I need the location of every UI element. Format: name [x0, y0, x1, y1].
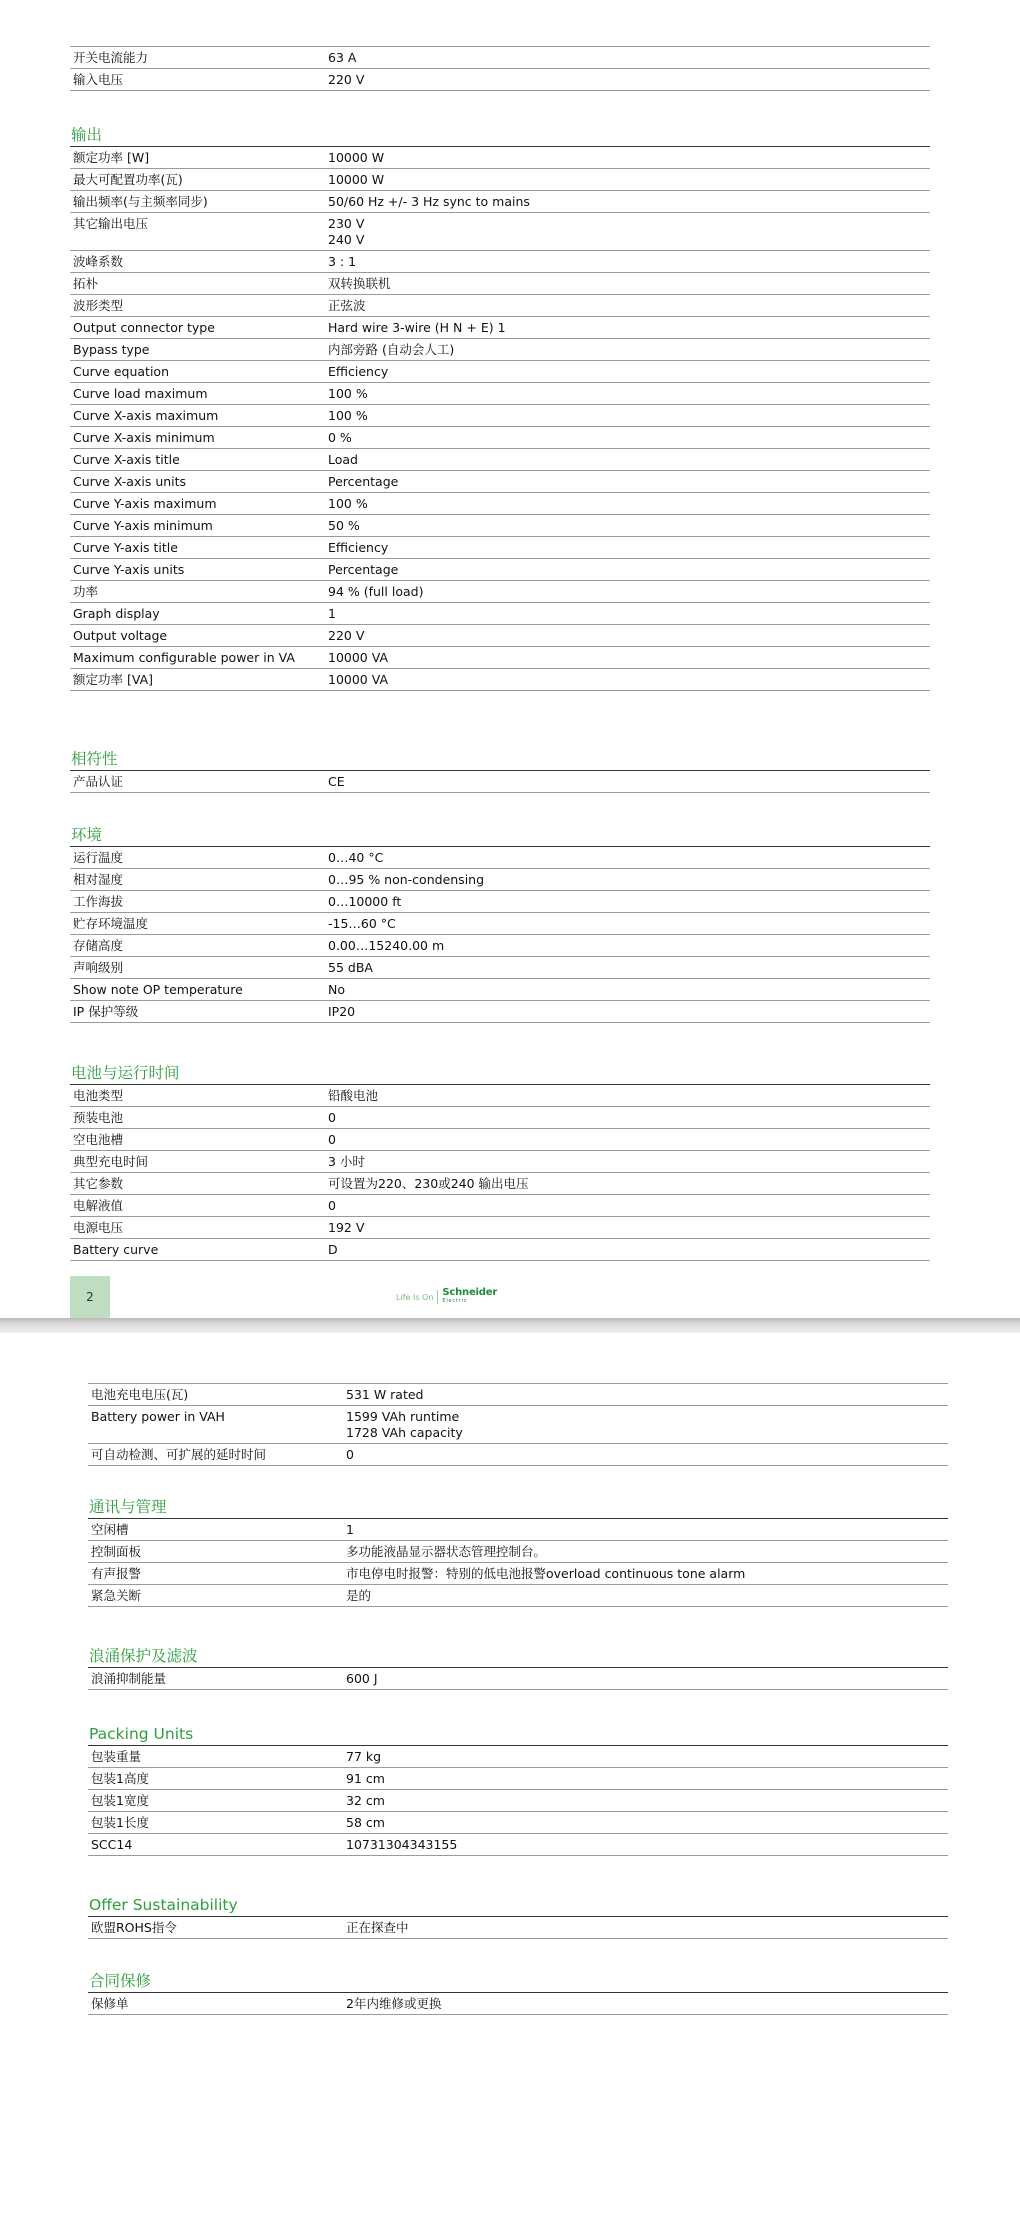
spec-value — [346, 1749, 948, 1765]
spec-value-line: 58 cm — [346, 1815, 385, 1830]
spec-value — [328, 1132, 930, 1148]
spec-value — [328, 672, 930, 688]
spec-label: 开关电流能力 — [73, 50, 149, 65]
spec-table — [70, 147, 930, 691]
spec-value — [328, 628, 930, 644]
spec-row — [88, 1812, 948, 1834]
spec-label: 电池充电电压(瓦) — [91, 1387, 189, 1402]
spec-row — [88, 1993, 948, 2015]
spec-value — [328, 386, 930, 402]
spec-value — [328, 172, 930, 188]
spec-value — [328, 150, 930, 166]
spec-value — [328, 584, 930, 600]
spec-label: 贮存环境温度 — [73, 916, 149, 931]
spec-value — [328, 1220, 930, 1236]
spec-value — [328, 408, 930, 424]
spec-value-line: 10000 VA — [328, 650, 389, 665]
spec-value-line: 100 % — [328, 408, 368, 423]
spec-value — [328, 1242, 930, 1258]
spec-value-line: IP20 — [328, 1004, 356, 1019]
spec-row — [70, 147, 930, 169]
page-number: 2 — [70, 1276, 110, 1318]
spec-value — [346, 1793, 948, 1809]
spec-value — [328, 452, 930, 468]
spec-value — [328, 276, 930, 292]
spec-row — [70, 1107, 930, 1129]
spec-row — [70, 471, 930, 493]
section-warranty — [88, 1970, 948, 2015]
brand-name: Schneider — [442, 1287, 498, 1298]
spec-label: Curve load maximum — [73, 386, 208, 401]
document-page-2 — [0, 1333, 1020, 2229]
spec-value-line: 铅酸电池 — [328, 1088, 379, 1103]
spec-value — [328, 1004, 930, 1020]
spec-value-line: 2年内维修或更换 — [346, 1996, 442, 2011]
spec-label: 相对湿度 — [73, 872, 124, 887]
spec-value — [328, 518, 930, 534]
spec-value — [346, 1671, 948, 1687]
section-title: 电池与运行时间 — [70, 1062, 930, 1085]
spec-value-line: 220 V — [328, 72, 365, 87]
spec-value-line: 531 W rated — [346, 1387, 424, 1402]
spec-row — [88, 1563, 948, 1585]
spec-value — [328, 194, 930, 210]
spec-value-line: 市电停电时报警：特别的低电池报警overload continuous tone alarm — [346, 1566, 746, 1581]
spec-row — [88, 1384, 948, 1406]
spec-value-line: D — [328, 1242, 338, 1257]
spec-value-line: 32 cm — [346, 1793, 385, 1808]
spec-value-line: 10000 VA — [328, 672, 389, 687]
spec-label: Graph display — [73, 606, 160, 621]
spec-row — [88, 1519, 948, 1541]
spec-label: Curve Y-axis minimum — [73, 518, 213, 533]
spec-row — [70, 1151, 930, 1173]
spec-value — [328, 894, 930, 910]
spec-value — [328, 1176, 930, 1192]
spec-label: Show note OP temperature — [73, 982, 243, 997]
spec-value — [328, 496, 930, 512]
spec-label: 其它参数 — [73, 1176, 124, 1191]
spec-row — [70, 1085, 930, 1107]
spec-row — [70, 847, 930, 869]
spec-table — [88, 1519, 948, 1607]
section-packing-units — [88, 1723, 948, 1856]
spec-value — [328, 1154, 930, 1170]
spec-value-line: 55 dBA — [328, 960, 373, 975]
spec-label: Bypass type — [73, 342, 150, 357]
spec-row — [88, 1541, 948, 1563]
section-title: 通讯与管理 — [88, 1496, 948, 1519]
spec-value-line: 240 V — [328, 232, 365, 247]
spec-label: 其它输出电压 — [73, 216, 149, 231]
spec-value-line: 0 % — [328, 430, 352, 445]
spec-value-line: 可设置为220、230或240 输出电压 — [328, 1176, 529, 1191]
spec-row — [70, 169, 930, 191]
spec-row — [70, 449, 930, 471]
spec-value-line: Efficiency — [328, 364, 389, 379]
spec-label: 可自动检测、可扩展的延时时间 — [91, 1447, 267, 1462]
spec-value-line: 3 小时 — [328, 1154, 365, 1169]
spec-label: IP 保护等级 — [73, 1004, 139, 1019]
spec-value-line: 1 — [328, 606, 336, 621]
section-title: 输出 — [70, 124, 930, 147]
spec-label: 工作海拔 — [73, 894, 124, 909]
spec-label: 额定功率 [W] — [73, 150, 150, 165]
spec-value-line: 10731304343155 — [346, 1837, 458, 1852]
spec-value — [328, 430, 930, 446]
page-footer — [70, 1276, 930, 1316]
spec-value — [346, 1815, 948, 1831]
section-title: 相符性 — [70, 748, 930, 771]
section-title: 浪涌保护及滤波 — [88, 1645, 948, 1668]
spec-row — [70, 537, 930, 559]
spec-label: Curve equation — [73, 364, 170, 379]
spec-row — [70, 515, 930, 537]
spec-value-line: 220 V — [328, 628, 365, 643]
spec-value-line: 正弦波 — [328, 298, 366, 313]
spec-row — [88, 1834, 948, 1856]
spec-label: Maximum configurable power in VA — [73, 650, 295, 665]
spec-value — [328, 606, 930, 622]
spec-table — [88, 1917, 948, 1939]
spec-table — [88, 1383, 948, 1466]
spec-table — [70, 1085, 930, 1261]
spec-label: 额定功率 [VA] — [73, 672, 154, 687]
spec-row — [88, 1406, 948, 1444]
brand-subname: Electric — [442, 1298, 468, 1304]
spec-value-line: 双转换联机 — [328, 276, 391, 291]
spec-row — [70, 69, 930, 91]
spec-value-line: Percentage — [328, 562, 399, 577]
brand-divider — [437, 1290, 438, 1304]
spec-label: 存储高度 — [73, 938, 124, 953]
spec-table — [70, 847, 930, 1023]
spec-label: SCC14 — [91, 1837, 133, 1852]
spec-row — [70, 869, 930, 891]
spec-row — [70, 647, 930, 669]
spec-value-line: 正在探查中 — [346, 1920, 409, 1935]
spec-label: 功率 — [73, 584, 99, 599]
spec-label: 典型充电时间 — [73, 1154, 149, 1169]
spec-value — [346, 1447, 948, 1463]
spec-label: 电解液值 — [73, 1198, 124, 1213]
spec-row — [70, 405, 930, 427]
spec-value-line: 0 — [328, 1198, 336, 1213]
spec-label: 控制面板 — [91, 1544, 142, 1559]
spec-value-line: 3 : 1 — [328, 254, 357, 269]
spec-value-line: 1 — [346, 1522, 354, 1537]
spec-value-line: Hard wire 3-wire (H N + E) 1 — [328, 320, 506, 335]
spec-row — [70, 427, 930, 449]
spec-value-line: 230 V — [328, 216, 365, 231]
spec-table — [70, 46, 930, 91]
spec-value — [346, 1409, 948, 1441]
spec-label: 电源电压 — [73, 1220, 124, 1235]
spec-row — [70, 1129, 930, 1151]
spec-table-battery-cont — [88, 1383, 948, 1466]
spec-label: Curve Y-axis title — [73, 540, 178, 555]
spec-value — [346, 1996, 948, 2012]
section-title: 合同保修 — [88, 1970, 948, 1993]
spec-row — [70, 603, 930, 625]
spec-value-line: 0.00…15240.00 m — [328, 938, 445, 953]
spec-row — [70, 317, 930, 339]
spec-label: Battery power in VAH — [91, 1409, 225, 1424]
brand-tagline: Life Is On — [396, 1292, 434, 1302]
spec-value-line: 0…40 °C — [328, 850, 384, 865]
spec-value-line: 内部旁路 (自动会人工) — [328, 342, 455, 357]
spec-row — [70, 957, 930, 979]
spec-value-line: 63 A — [328, 50, 357, 65]
spec-label: 包装1宽度 — [91, 1793, 149, 1808]
spec-row — [70, 1001, 930, 1023]
spec-value — [346, 1588, 948, 1604]
spec-row — [70, 251, 930, 273]
spec-value — [328, 1110, 930, 1126]
spec-value — [328, 50, 930, 66]
spec-table-input — [70, 46, 930, 91]
spec-label: Output voltage — [73, 628, 168, 643]
spec-value-line: 10000 W — [328, 150, 385, 165]
spec-row — [70, 669, 930, 691]
spec-value-line: CE — [328, 774, 345, 789]
spec-row — [70, 191, 930, 213]
spec-label: 运行温度 — [73, 850, 124, 865]
spec-value-line: 91 cm — [346, 1771, 385, 1786]
spec-table — [70, 771, 930, 793]
spec-row — [70, 1239, 930, 1261]
spec-label: 预装电池 — [73, 1110, 124, 1125]
spec-table — [88, 1668, 948, 1690]
spec-label: 产品认证 — [73, 774, 124, 789]
spec-row — [70, 625, 930, 647]
brand-logo — [396, 1288, 497, 1306]
section-environment — [70, 824, 930, 1023]
spec-value-line: 50/60 Hz +/- 3 Hz sync to mains — [328, 194, 530, 209]
spec-value — [328, 850, 930, 866]
spec-row — [88, 1746, 948, 1768]
spec-label: 空电池槽 — [73, 1132, 124, 1147]
spec-label: 欧盟ROHS指令 — [91, 1920, 177, 1935]
spec-value-line: 77 kg — [346, 1749, 382, 1764]
page-separator — [0, 1318, 1020, 1333]
spec-value — [328, 474, 930, 490]
spec-value-line: 94 % (full load) — [328, 584, 424, 599]
spec-row — [70, 339, 930, 361]
spec-row — [88, 1790, 948, 1812]
spec-label: 保修单 — [91, 1996, 129, 2011]
spec-value-line: 1599 VAh runtime — [346, 1409, 460, 1424]
spec-value-line: 600 J — [346, 1671, 378, 1686]
spec-row — [70, 935, 930, 957]
spec-value — [346, 1920, 948, 1936]
spec-value — [328, 650, 930, 666]
spec-value — [328, 960, 930, 976]
section-offer-sustainability — [88, 1894, 948, 1939]
spec-label: Output connector type — [73, 320, 215, 335]
spec-label: Curve X-axis minimum — [73, 430, 215, 445]
spec-label: Curve X-axis title — [73, 452, 180, 467]
section-conformity — [70, 748, 930, 793]
spec-value — [328, 254, 930, 270]
spec-value — [346, 1522, 948, 1538]
spec-value — [346, 1771, 948, 1787]
spec-row — [70, 273, 930, 295]
spec-row — [70, 891, 930, 913]
spec-value — [346, 1387, 948, 1403]
spec-value — [328, 72, 930, 88]
spec-table — [88, 1746, 948, 1856]
spec-label: 波形类型 — [73, 298, 124, 313]
spec-value-line: 100 % — [328, 496, 368, 511]
spec-value-line: -15…60 °C — [328, 916, 396, 931]
spec-value-line: 0 — [328, 1132, 336, 1147]
spec-value-line: Load — [328, 452, 358, 467]
section-title: Offer Sustainability — [88, 1894, 948, 1917]
spec-value — [346, 1566, 948, 1582]
spec-row — [70, 361, 930, 383]
spec-value — [328, 916, 930, 932]
spec-row — [70, 1195, 930, 1217]
section-output — [70, 124, 930, 691]
spec-label: 空闲槽 — [91, 1522, 129, 1537]
spec-row — [70, 295, 930, 317]
spec-value — [328, 774, 930, 790]
spec-value — [328, 342, 930, 358]
spec-row — [70, 213, 930, 251]
spec-row — [70, 1173, 930, 1195]
spec-label: 包装1高度 — [91, 1771, 149, 1786]
spec-row — [70, 383, 930, 405]
spec-value — [328, 872, 930, 888]
spec-row — [70, 1217, 930, 1239]
spec-table — [88, 1993, 948, 2015]
spec-value-line: 0…95 % non-condensing — [328, 872, 485, 887]
section-communication — [88, 1496, 948, 1607]
spec-label: Curve X-axis maximum — [73, 408, 219, 423]
spec-value-line: 0…10000 ft — [328, 894, 402, 909]
spec-value-line: 是的 — [346, 1588, 372, 1603]
spec-value — [328, 938, 930, 954]
spec-label: 输出频率(与主频率同步) — [73, 194, 208, 209]
spec-value-line: 0 — [346, 1447, 354, 1462]
spec-value — [328, 216, 930, 248]
spec-value — [328, 298, 930, 314]
spec-label: 声响级别 — [73, 960, 124, 975]
spec-label: 包装1长度 — [91, 1815, 149, 1830]
spec-row — [70, 979, 930, 1001]
spec-value-line: 100 % — [328, 386, 368, 401]
spec-label: Curve X-axis units — [73, 474, 187, 489]
spec-value — [328, 364, 930, 380]
spec-value — [328, 540, 930, 556]
spec-value — [328, 1088, 930, 1104]
section-title: Packing Units — [88, 1723, 948, 1746]
spec-value-line: No — [328, 982, 345, 997]
spec-label: 有声报警 — [91, 1566, 142, 1581]
spec-label: 紧急关断 — [91, 1588, 142, 1603]
spec-label: 波峰系数 — [73, 254, 124, 269]
section-title: 环境 — [70, 824, 930, 847]
spec-label: 拓朴 — [73, 276, 99, 291]
spec-label: 最大可配置功率(瓦) — [73, 172, 183, 187]
spec-row — [88, 1768, 948, 1790]
spec-value — [346, 1837, 948, 1853]
spec-value-line: 192 V — [328, 1220, 365, 1235]
spec-label: Battery curve — [73, 1242, 159, 1257]
spec-row — [70, 559, 930, 581]
spec-row — [70, 913, 930, 935]
spec-label: 电池类型 — [73, 1088, 124, 1103]
spec-row — [88, 1585, 948, 1607]
spec-row — [70, 581, 930, 603]
spec-value — [346, 1544, 948, 1560]
spec-row — [88, 1917, 948, 1939]
spec-label: Curve Y-axis units — [73, 562, 185, 577]
spec-value — [328, 982, 930, 998]
spec-row — [70, 493, 930, 515]
spec-row — [88, 1668, 948, 1690]
spec-row — [70, 771, 930, 793]
spec-row — [88, 1444, 948, 1466]
section-surge-protection — [88, 1645, 948, 1690]
spec-label: Curve Y-axis maximum — [73, 496, 217, 511]
section-battery-runtime — [70, 1062, 930, 1261]
spec-value-line: Percentage — [328, 474, 399, 489]
spec-row — [70, 47, 930, 69]
spec-value — [328, 1198, 930, 1214]
spec-value-line: 0 — [328, 1110, 336, 1125]
spec-label: 包装重量 — [91, 1749, 142, 1764]
spec-value-line: 50 % — [328, 518, 360, 533]
spec-value-line: 1728 VAh capacity — [346, 1425, 463, 1440]
spec-value — [328, 320, 930, 336]
spec-label: 输入电压 — [73, 72, 124, 87]
spec-value-line: 10000 W — [328, 172, 385, 187]
spec-value — [328, 562, 930, 578]
spec-value-line: Efficiency — [328, 540, 389, 555]
spec-value-line: 多功能液晶显示器状态管理控制台。 — [346, 1544, 547, 1559]
spec-label: 浪涌抑制能量 — [91, 1671, 167, 1686]
